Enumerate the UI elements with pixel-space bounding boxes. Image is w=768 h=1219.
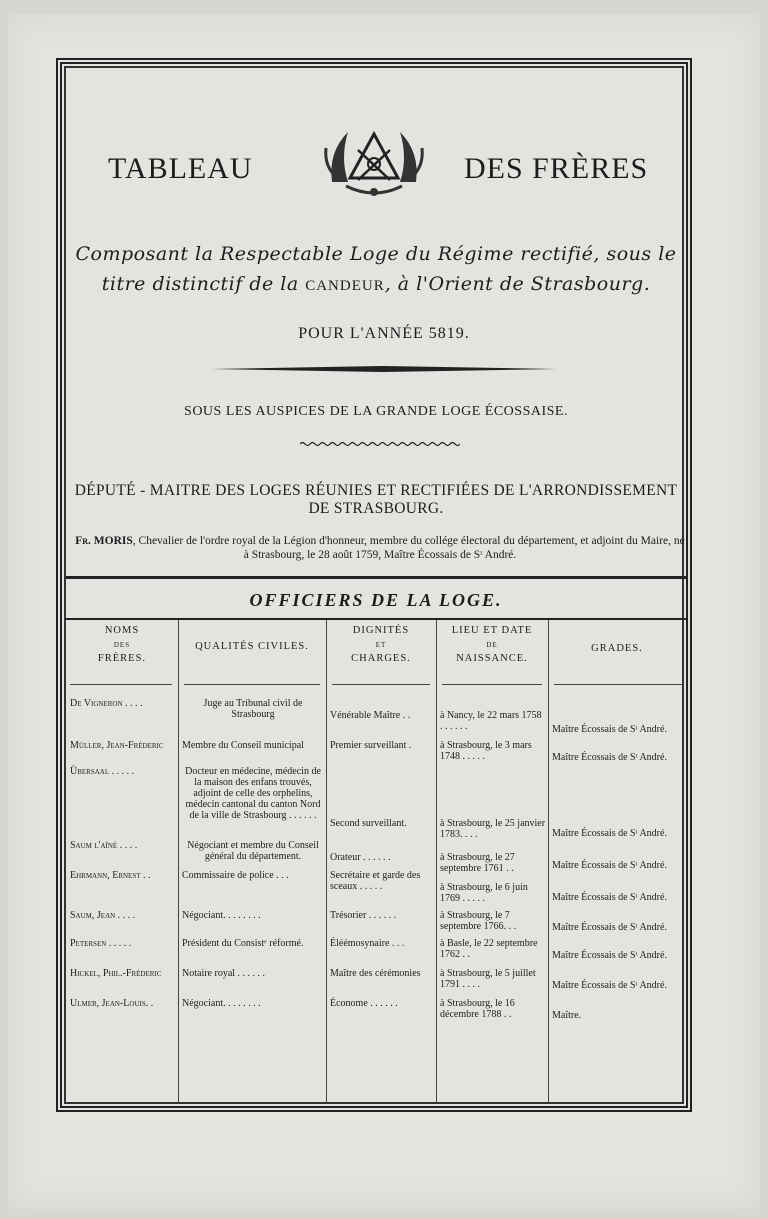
lodge-line-1: Composant la Respectable Loge du Régime rectifié, sous le xyxy=(75,243,677,265)
header-rule xyxy=(184,684,320,685)
cell-nom: Ulmer, Jean-Louis. . xyxy=(70,998,154,1009)
title-right: DES FRÈRES xyxy=(464,152,649,185)
cell-grade: Maître. xyxy=(552,1010,582,1021)
cell-lieu: à Strasbourg, le 16 décembre 1788 . . xyxy=(440,998,515,1020)
ornamental-rule xyxy=(212,365,556,373)
cell-lieu: à Nancy, le 22 mars 1758 . . . . . . xyxy=(440,710,542,732)
lodge-line-2-post: , à l'Orient de Strasbourg. xyxy=(384,273,651,295)
wavy-rule xyxy=(300,441,460,447)
cell-lieu: à Strasbourg, le 7 septembre 1766. . . xyxy=(440,910,517,932)
masonic-emblem-icon xyxy=(318,122,430,202)
cell-grade: Maître Écossais de Sᵗ André. xyxy=(552,892,667,903)
cell-dignite: Second surveillant. xyxy=(330,818,407,829)
officiers-heading: OFFICIERS DE LA LOGE. xyxy=(249,590,503,610)
title-row xyxy=(0,118,768,218)
header-lieu-2: DE xyxy=(486,641,498,649)
header-noms-3: FRÈRES. xyxy=(97,653,147,664)
header-dignites xyxy=(326,624,436,666)
cell-lieu: à Strasbourg, le 27 septembre 1761 . . xyxy=(440,852,515,874)
cell-qualite: Docteur en médecine, médecin de la maison des enfans trouvés, adjoint de celle des orphelins, médecin cantonal du canton Nord de la ville de Strasbourg . . . . . . xyxy=(185,766,321,821)
cell-lieu: à Strasbourg, le 3 mars 1748 . . . . . xyxy=(440,740,532,762)
cell-qualite: Notaire royal . . . . . . xyxy=(182,968,266,979)
cell-lieu: à Strasbourg, le 25 janvier 1783. . . . xyxy=(440,818,546,840)
officers-table xyxy=(66,620,686,1102)
column-divider xyxy=(548,620,549,1102)
column-divider xyxy=(178,620,179,1102)
header-qualites: QUALITÉS CIVILES. xyxy=(195,641,309,652)
header-noms-2: DES xyxy=(113,641,131,649)
section-rule-top xyxy=(66,576,686,579)
cell-dignite: Maître des cérémonies xyxy=(330,968,421,979)
cell-nom: Übersaal . . . . . xyxy=(70,766,135,777)
column-divider xyxy=(436,620,437,1102)
header-dignites-1: DIGNITÉS xyxy=(352,625,410,636)
cell-nom: Saum, Jean . . . . xyxy=(70,910,136,921)
cell-qualite: Négociant. . . . . . . . xyxy=(182,910,261,921)
header-lieu-1: LIEU ET DATE xyxy=(451,625,533,636)
header-grades: GRADES. xyxy=(591,643,643,654)
cell-nom: De Vigneron . . . . xyxy=(70,698,143,709)
cell-qualite: Négociant et membre du Conseil général du département. xyxy=(187,840,319,862)
header-dignites-2: ET xyxy=(375,641,387,649)
cell-nom: Müller, Jean-Fréderic xyxy=(70,740,164,751)
lodge-line-2-pre: titre distinctif de la xyxy=(101,273,306,295)
lodge-line-2 xyxy=(66,273,686,295)
cell-nom: Petersen . . . . . xyxy=(70,938,132,949)
header-lieu xyxy=(436,624,548,666)
year-line: POUR L'ANNÉE 5819. xyxy=(298,325,470,342)
lodge-name: CANDEUR xyxy=(305,278,385,294)
cell-grade: Maître Écossais de Sᵗ André. xyxy=(552,950,667,961)
cell-dignite: Orateur . . . . . . xyxy=(330,852,391,863)
header-dignites-3: CHARGES. xyxy=(351,653,411,664)
cell-grade: Maître Écossais de Sᵗ André. xyxy=(552,724,667,735)
cell-qualite: Commissaire de police . . . xyxy=(182,870,289,881)
depute-title: DÉPUTÉ - MAITRE DES LOGES RÉUNIES ET RECTIFIÉES DE L'ARRONDISSEMENT DE STRASBOURG. xyxy=(74,482,678,517)
cell-qualite: Président du Consistᵉ réformé. xyxy=(182,938,304,949)
title-left: TABLEAU xyxy=(108,152,253,185)
cell-dignite: Éléémosynaire . . . xyxy=(330,938,405,949)
moris-text: , Chevalier de l'ordre royal de la Légion d'honneur, membre du collége électoral du département, et adjoint du Maire, né à Strasbourg, le 28 août 1759, Maître Écossais de Sᵗ André. xyxy=(132,535,685,561)
cell-lieu: à Strasbourg, le 5 juillet 1791 . . . . xyxy=(440,968,536,990)
cell-dignite: Premier surveillant . xyxy=(330,740,412,751)
cell-nom: Hickel, Phil.-Fréderic xyxy=(70,968,162,979)
header-lieu-3: NAISSANCE. xyxy=(456,653,528,664)
moris-name: Fr. MORIS xyxy=(75,535,133,547)
header-rule xyxy=(554,684,682,685)
column-divider xyxy=(326,620,327,1102)
cell-grade: Maître Écossais de Sᵗ André. xyxy=(552,980,667,991)
cell-grade: Maître Écossais de Sᵗ André. xyxy=(552,752,667,763)
cell-qualite: Membre du Conseil municipal xyxy=(182,740,304,751)
cell-qualite: Juge au Tribunal civil de Strasbourg xyxy=(203,698,303,720)
auspices-line: SOUS LES AUSPICES DE LA GRANDE LOGE ÉCOSSAISE. xyxy=(184,404,568,419)
cell-grade: Maître Écossais de Sᵗ André. xyxy=(552,860,667,871)
cell-lieu: à Basle, le 22 septembre 1762 . . xyxy=(440,938,538,960)
header-noms xyxy=(66,624,178,666)
cell-dignite: Secrétaire et garde des sceaux . . . . . xyxy=(330,870,421,892)
cell-grade: Maître Écossais de Sᵗ André. xyxy=(552,922,667,933)
header-noms-1: NOMS xyxy=(104,625,140,636)
cell-dignite: Vénérable Maître . . xyxy=(330,710,411,721)
moris-paragraph xyxy=(74,534,686,562)
header-rule xyxy=(442,684,542,685)
cell-nom: Ehrmann, Ernest . . xyxy=(70,870,151,881)
cell-dignite: Trésorier . . . . . . xyxy=(330,910,397,921)
cell-lieu: à Strasbourg, le 6 juin 1769 . . . . . xyxy=(440,882,528,904)
cell-qualite: Négociant. . . . . . . . xyxy=(182,998,261,1009)
header-rule xyxy=(70,684,172,685)
header-rule xyxy=(332,684,430,685)
cell-nom: Saum l'aîné . . . . xyxy=(70,840,138,851)
cell-dignite: Économe . . . . . . xyxy=(330,998,398,1009)
cell-grade: Maître Écossais de Sᵗ André. xyxy=(552,828,667,839)
